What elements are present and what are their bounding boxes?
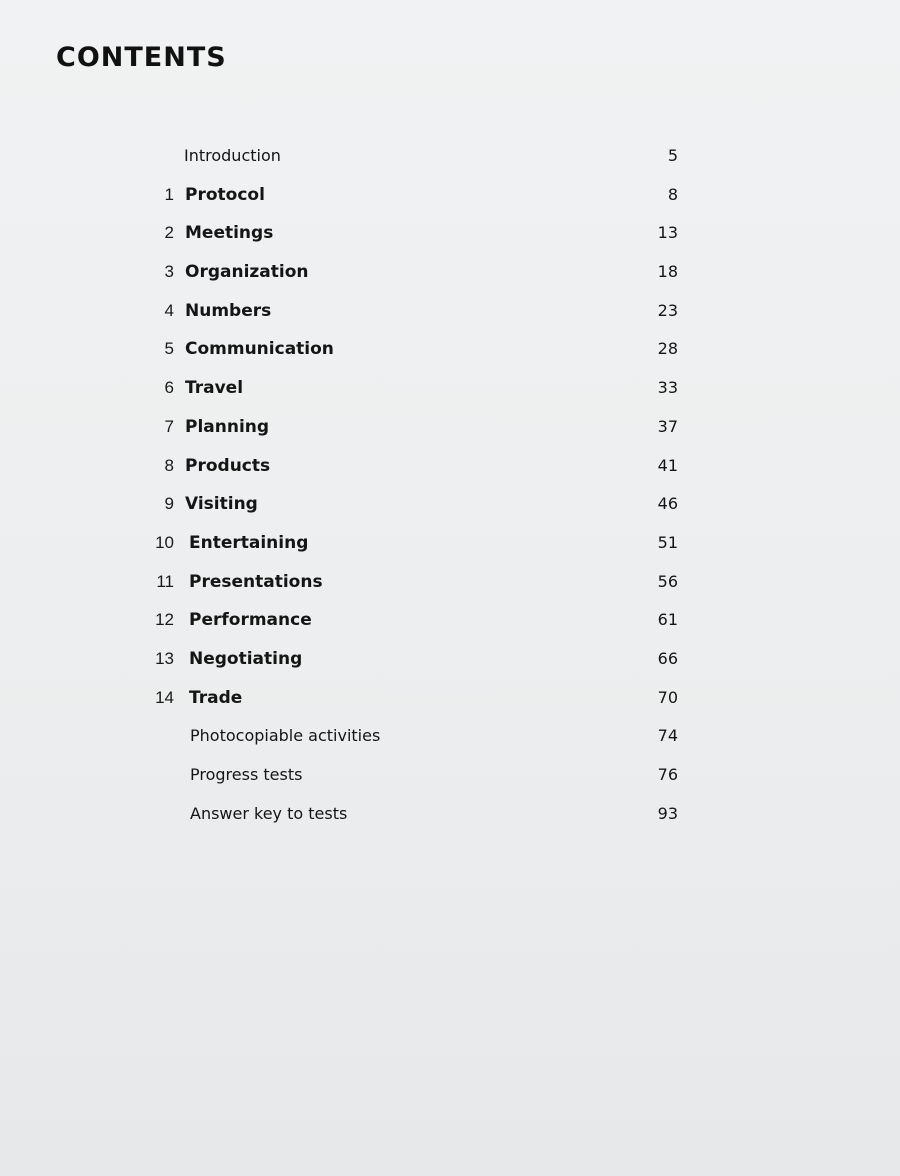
toc-entry-page-number: 46	[657, 494, 678, 514]
toc-entry-title: Trade	[189, 687, 243, 708]
toc-entry-number: 3	[164, 262, 174, 282]
table-of-contents	[0, 137, 900, 833]
toc-entry-page-number: 5	[667, 146, 678, 165]
toc-entry-products	[0, 447, 900, 486]
toc-entry-title: Products	[185, 455, 271, 476]
toc-entry-title: Performance	[189, 610, 312, 631]
toc-entry-page-number: 37	[657, 416, 678, 436]
toc-entry-number: 2	[164, 223, 174, 243]
toc-entry-page-number: 18	[657, 262, 678, 282]
toc-entry-title: Travel	[185, 378, 244, 399]
toc-entry-page-number: 74	[657, 726, 678, 746]
toc-entry-title: Communication	[185, 339, 334, 360]
toc-entry-travel	[0, 369, 900, 408]
toc-entry-page-number: 41	[657, 455, 678, 475]
page-title: CONTENTS	[56, 42, 227, 73]
toc-entry-number: 1	[164, 184, 174, 204]
toc-entry-number: 14	[155, 687, 174, 707]
toc-entry-page-number: 13	[657, 223, 678, 243]
toc-entry-number: 9	[164, 494, 174, 514]
toc-entry-number: 8	[164, 455, 174, 475]
toc-entry-title: Organization	[185, 262, 309, 283]
toc-entry-planning	[0, 408, 900, 447]
toc-entry-title: Introduction	[184, 146, 281, 165]
toc-entry-title: Numbers	[185, 300, 272, 321]
toc-entry-protocol	[0, 176, 900, 215]
toc-entry-page-number: 23	[657, 300, 678, 320]
toc-entry-page-number: 28	[657, 339, 678, 359]
toc-entry-number: 10	[155, 532, 174, 552]
toc-entry-title: Planning	[185, 416, 270, 437]
toc-entry-number: 13	[155, 648, 174, 668]
toc-entry-entertaining	[0, 524, 900, 563]
toc-entry-page-number: 8	[667, 184, 678, 204]
toc-entry-number: 12	[155, 610, 174, 630]
toc-entry-title: Presentations	[189, 571, 323, 592]
toc-entry-number: 7	[164, 416, 174, 436]
toc-entry-photocopiable-activities	[0, 717, 900, 756]
toc-entry-performance	[0, 601, 900, 640]
toc-entry-introduction	[0, 137, 900, 176]
toc-entry-presentations	[0, 563, 900, 602]
toc-entry-page-number: 61	[657, 610, 678, 630]
toc-entry-page-number: 51	[657, 532, 678, 552]
toc-entry-number: 5	[164, 339, 174, 359]
toc-entry-title: Protocol	[185, 184, 265, 205]
toc-entry-title: Answer key to tests	[190, 803, 348, 823]
toc-entry-title: Entertaining	[189, 532, 309, 553]
toc-entry-visiting	[0, 485, 900, 524]
toc-entry-title: Photocopiable activities	[190, 726, 381, 746]
toc-entry-title: Meetings	[185, 223, 274, 244]
toc-entry-negotiating	[0, 640, 900, 679]
toc-entry-number: 4	[164, 300, 174, 320]
toc-entry-communication	[0, 330, 900, 369]
toc-entry-progress-tests	[0, 756, 900, 795]
toc-entry-page-number: 70	[657, 687, 678, 707]
toc-entry-page-number: 76	[657, 765, 678, 784]
toc-entry-answer-key-to-tests	[0, 795, 900, 834]
toc-entry-organization	[0, 253, 900, 292]
toc-entry-page-number: 93	[657, 803, 678, 823]
toc-entry-page-number: 56	[657, 571, 678, 591]
toc-entry-trade	[0, 679, 900, 718]
toc-entry-title: Negotiating	[189, 648, 303, 669]
toc-entry-numbers	[0, 292, 900, 331]
toc-entry-page-number: 66	[657, 648, 678, 668]
toc-entry-number: 11	[156, 571, 174, 591]
toc-entry-title: Progress tests	[190, 765, 303, 784]
toc-entry-meetings	[0, 214, 900, 253]
toc-entry-page-number: 33	[657, 378, 678, 398]
toc-entry-title: Visiting	[185, 494, 258, 515]
toc-entry-number: 6	[164, 378, 174, 398]
